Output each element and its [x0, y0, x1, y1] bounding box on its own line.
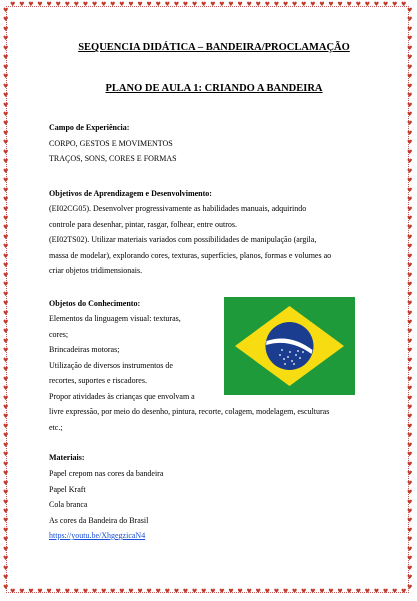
objetivos-line: criar objetos tridimensionais. — [49, 266, 143, 275]
heart-icon: ♥ — [407, 73, 413, 81]
heart-icon: ♥ — [407, 508, 413, 516]
heart-icon: ♥ — [407, 139, 413, 147]
heart-icon: ♥ — [3, 205, 9, 213]
heart-icon: ♥ — [407, 224, 413, 232]
heart-icon: ♥ — [246, 1, 252, 8]
heart-icon: ♥ — [164, 588, 170, 595]
heart-icon: ♥ — [282, 588, 289, 595]
heart-icon: ♥ — [91, 1, 98, 8]
heart-icon: ♥ — [3, 347, 9, 355]
heart-icon: ♥ — [346, 1, 352, 8]
heart-icon: ♥ — [407, 243, 413, 251]
heart-icon: ♥ — [3, 432, 9, 440]
heart-icon: ♥ — [273, 1, 280, 8]
heart-icon: ♥ — [407, 526, 413, 534]
decorative-heart-border-top — [10, 2, 407, 9]
brazil-flag-image — [224, 297, 355, 395]
heart-icon: ♥ — [407, 129, 413, 137]
heart-icon: ♥ — [28, 588, 34, 595]
heart-icon: ♥ — [291, 1, 298, 8]
decorative-heart-border-left — [3, 8, 11, 591]
heart-icon: ♥ — [100, 1, 107, 8]
heart-icon: ♥ — [3, 110, 9, 118]
heart-icon: ♥ — [164, 1, 170, 8]
heart-icon: ♥ — [3, 148, 9, 156]
heart-icon: ♥ — [407, 489, 413, 497]
heart-icon: ♥ — [364, 1, 371, 8]
heart-icon: ♥ — [155, 588, 161, 595]
heart-icon: ♥ — [3, 337, 9, 345]
heart-icon: ♥ — [382, 1, 389, 8]
heart-icon: ♥ — [3, 214, 9, 222]
flag-star — [295, 354, 297, 356]
flag-star — [299, 357, 301, 359]
heart-icon: ♥ — [55, 1, 61, 8]
heart-icon: ♥ — [407, 167, 413, 175]
heart-icon: ♥ — [3, 177, 9, 185]
heart-icon: ♥ — [73, 1, 80, 8]
heart-icon: ♥ — [391, 1, 398, 8]
heart-icon: ♥ — [407, 328, 413, 336]
heart-icon: ♥ — [407, 158, 413, 166]
heart-icon: ♥ — [110, 588, 116, 595]
heart-icon: ♥ — [407, 120, 413, 128]
flag-star — [281, 349, 283, 351]
heart-icon: ♥ — [346, 588, 352, 595]
heart-icon: ♥ — [55, 588, 61, 595]
heart-icon: ♥ — [407, 252, 413, 260]
heart-icon: ♥ — [407, 262, 413, 270]
heart-icon: ♥ — [46, 1, 52, 8]
heart-icon: ♥ — [310, 588, 316, 595]
heart-icon: ♥ — [3, 281, 9, 289]
heart-icon: ♥ — [407, 366, 413, 374]
heart-icon: ♥ — [3, 167, 9, 175]
heart-icon: ♥ — [391, 588, 398, 595]
heart-icon: ♥ — [73, 588, 80, 595]
heart-icon: ♥ — [3, 7, 9, 14]
heart-icon: ♥ — [3, 328, 9, 336]
heart-icon: ♥ — [10, 1, 16, 8]
heart-icon: ♥ — [407, 564, 413, 572]
heart-icon: ♥ — [137, 1, 143, 8]
objetos-line: livre expressão, por meio do desenho, pintura, recorte, colagem, modelagem, esculturas — [49, 407, 330, 416]
heart-icon: ♥ — [3, 82, 9, 90]
heart-icon: ♥ — [3, 508, 9, 516]
heart-icon: ♥ — [407, 54, 413, 62]
heart-icon: ♥ — [407, 356, 413, 364]
heart-icon: ♥ — [37, 1, 43, 8]
heart-icon: ♥ — [407, 432, 413, 440]
heart-icon: ♥ — [219, 588, 225, 595]
materiais-line: Papel Kraft — [49, 485, 86, 494]
heart-icon: ♥ — [19, 588, 25, 595]
heart-icon: ♥ — [3, 139, 9, 147]
document-title: SEQUENCIA DIDÁTICA – BANDEIRA/PROCLAMAÇÃO — [78, 42, 350, 53]
heart-icon: ♥ — [401, 1, 407, 8]
heart-icon: ♥ — [282, 1, 289, 8]
heart-icon: ♥ — [155, 1, 161, 8]
heart-icon: ♥ — [91, 588, 98, 595]
heart-icon: ♥ — [137, 588, 143, 595]
heart-icon: ♥ — [64, 1, 70, 8]
heart-icon: ♥ — [3, 375, 9, 383]
heart-icon: ♥ — [219, 1, 225, 8]
heart-icon: ♥ — [3, 252, 9, 260]
heart-icon: ♥ — [146, 588, 152, 595]
heart-icon: ♥ — [200, 588, 207, 595]
heart-icon: ♥ — [3, 233, 9, 241]
campo-line: CORPO, GESTOS E MOVIMENTOS — [49, 139, 173, 148]
heart-icon: ♥ — [110, 1, 116, 8]
heart-icon: ♥ — [407, 110, 413, 118]
heart-icon: ♥ — [407, 16, 413, 24]
heart-icon: ♥ — [3, 460, 9, 468]
heart-icon: ♥ — [407, 479, 413, 487]
heart-icon: ♥ — [64, 588, 70, 595]
heart-icon: ♥ — [3, 120, 9, 128]
heart-icon: ♥ — [3, 564, 9, 572]
heart-icon: ♥ — [301, 1, 307, 8]
heart-icon: ♥ — [3, 63, 9, 71]
heart-icon: ♥ — [173, 588, 180, 595]
heart-icon: ♥ — [237, 588, 243, 595]
heart-icon: ♥ — [407, 148, 413, 156]
flag-star — [284, 363, 286, 365]
heart-icon: ♥ — [3, 555, 9, 563]
heart-icon: ♥ — [3, 536, 9, 544]
heart-icon: ♥ — [3, 394, 9, 402]
objetivos-line: massa de modelar), explorando cores, texturas, superfícies, planos, formas e volumes ao — [49, 251, 332, 260]
heart-icon: ♥ — [3, 385, 9, 393]
heart-icon: ♥ — [255, 1, 261, 8]
heart-icon: ♥ — [3, 224, 9, 232]
heart-icon: ♥ — [407, 574, 413, 582]
objetos-line: recortes, suportes e riscadores. — [49, 376, 147, 385]
heart-icon: ♥ — [3, 498, 9, 506]
flag-star — [287, 356, 289, 358]
heart-icon: ♥ — [3, 526, 9, 534]
heart-icon: ♥ — [407, 92, 413, 100]
heart-icon: ♥ — [3, 25, 9, 33]
heart-icon: ♥ — [291, 588, 298, 595]
heart-icon: ♥ — [3, 470, 9, 478]
heart-icon: ♥ — [37, 588, 43, 595]
decorative-heart-border-right — [407, 8, 415, 591]
decorative-heart-border-bottom — [10, 589, 407, 596]
heart-icon: ♥ — [19, 1, 25, 8]
heart-icon: ♥ — [407, 214, 413, 222]
flag-star — [291, 360, 293, 362]
heart-icon: ♥ — [407, 375, 413, 383]
heart-icon: ♥ — [3, 186, 9, 194]
heart-icon: ♥ — [128, 588, 134, 595]
heart-icon: ♥ — [3, 92, 9, 100]
heart-icon: ♥ — [3, 517, 9, 525]
heart-icon: ♥ — [407, 290, 413, 298]
heart-icon: ♥ — [407, 498, 413, 506]
heart-icon: ♥ — [3, 129, 9, 137]
heart-icon: ♥ — [407, 101, 413, 109]
heart-icon: ♥ — [246, 588, 252, 595]
heart-icon: ♥ — [3, 574, 9, 582]
heart-icon: ♥ — [3, 290, 9, 298]
heart-icon: ♥ — [255, 588, 261, 595]
heart-icon: ♥ — [407, 404, 413, 412]
heart-icon: ♥ — [3, 318, 9, 326]
objetos-line: Propor atividades às crianças que envolvam a — [49, 392, 195, 401]
heart-icon: ♥ — [10, 588, 16, 595]
heart-icon: ♥ — [46, 588, 52, 595]
objetivos-line: (EI02CG05). Desenvolver progressivamente as habilidades manuais, adquirindo — [49, 204, 307, 213]
campo-heading: Campo de Experiência: — [49, 123, 130, 132]
heart-icon: ♥ — [355, 588, 361, 595]
heart-icon: ♥ — [210, 1, 216, 8]
heart-icon: ♥ — [273, 588, 280, 595]
heart-icon: ♥ — [173, 1, 180, 8]
heart-icon: ♥ — [3, 196, 9, 204]
heart-icon: ♥ — [407, 177, 413, 185]
heart-icon: ♥ — [407, 545, 413, 553]
heart-icon: ♥ — [337, 1, 343, 8]
heart-icon: ♥ — [407, 35, 413, 43]
heart-icon: ♥ — [407, 44, 413, 52]
heart-icon: ♥ — [407, 318, 413, 326]
heart-icon: ♥ — [407, 470, 413, 478]
objetivos-line: controle para desenhar, pintar, rasgar, folhear, entre outros. — [49, 220, 237, 229]
heart-icon: ♥ — [3, 44, 9, 52]
heart-icon: ♥ — [407, 7, 413, 14]
heart-icon: ♥ — [407, 413, 413, 421]
heart-icon: ♥ — [407, 536, 413, 544]
heart-icon: ♥ — [407, 337, 413, 345]
heart-icon: ♥ — [407, 309, 413, 317]
heart-icon: ♥ — [407, 422, 413, 430]
heart-icon: ♥ — [128, 1, 134, 8]
heart-icon: ♥ — [310, 1, 316, 8]
heart-icon: ♥ — [146, 1, 152, 8]
heart-icon: ♥ — [407, 385, 413, 393]
heart-icon: ♥ — [355, 1, 361, 8]
heart-icon: ♥ — [182, 588, 189, 595]
heart-icon: ♥ — [319, 588, 325, 595]
heart-icon: ♥ — [3, 583, 9, 591]
heart-icon: ♥ — [407, 196, 413, 204]
heart-icon: ♥ — [3, 73, 9, 81]
heart-icon: ♥ — [407, 460, 413, 468]
heart-icon: ♥ — [119, 1, 125, 8]
heart-icon: ♥ — [228, 588, 234, 595]
heart-icon: ♥ — [100, 588, 107, 595]
heart-icon: ♥ — [3, 300, 9, 308]
campo-line: TRAÇOS, SONS, CORES E FORMAS — [49, 154, 177, 163]
heart-icon: ♥ — [3, 489, 9, 497]
heart-icon: ♥ — [3, 441, 9, 449]
heart-icon: ♥ — [3, 545, 9, 553]
objetos-line: etc.; — [49, 423, 63, 432]
heart-icon: ♥ — [3, 54, 9, 62]
heart-icon: ♥ — [3, 262, 9, 270]
heart-icon: ♥ — [3, 404, 9, 412]
heart-icon: ♥ — [182, 1, 189, 8]
heart-icon: ♥ — [407, 583, 413, 591]
heart-icon: ♥ — [3, 309, 9, 317]
heart-icon: ♥ — [373, 588, 380, 595]
heart-icon: ♥ — [3, 35, 9, 43]
flag-star — [283, 358, 285, 360]
heart-icon: ♥ — [119, 588, 125, 595]
heart-icon: ♥ — [401, 588, 407, 595]
objetos-line: Brincadeiras motoras; — [49, 345, 120, 354]
flag-star — [293, 363, 295, 365]
heart-icon: ♥ — [3, 158, 9, 166]
objetos-line: cores; — [49, 330, 69, 339]
heart-icon: ♥ — [407, 205, 413, 213]
heart-icon: ♥ — [28, 1, 34, 8]
heart-icon: ♥ — [82, 588, 89, 595]
heart-icon: ♥ — [407, 281, 413, 289]
heart-icon: ♥ — [407, 517, 413, 525]
heart-icon: ♥ — [407, 451, 413, 459]
heart-icon: ♥ — [3, 16, 9, 24]
heart-icon: ♥ — [210, 588, 216, 595]
heart-icon: ♥ — [407, 394, 413, 402]
youtube-link[interactable]: https://youtu.be/XhgegzicaN4 — [49, 531, 146, 540]
heart-icon: ♥ — [3, 101, 9, 109]
heart-icon: ♥ — [237, 1, 243, 8]
heart-icon: ♥ — [200, 1, 207, 8]
heart-icon: ♥ — [373, 1, 380, 8]
materiais-line: Cola branca — [49, 500, 88, 509]
heart-icon: ♥ — [382, 588, 389, 595]
heart-icon: ♥ — [3, 422, 9, 430]
heart-icon: ♥ — [407, 441, 413, 449]
heart-icon: ♥ — [407, 271, 413, 279]
heart-icon: ♥ — [228, 1, 234, 8]
flag-star — [289, 351, 291, 353]
objetos-line: Utilização de diversos instrumentos de — [49, 361, 173, 370]
heart-icon: ♥ — [264, 1, 271, 8]
heart-icon: ♥ — [191, 588, 198, 595]
heart-icon: ♥ — [328, 588, 334, 595]
objetos-line: Elementos da linguagem visual: texturas, — [49, 314, 181, 323]
heart-icon: ♥ — [301, 588, 307, 595]
heart-icon: ♥ — [328, 1, 334, 8]
heart-icon: ♥ — [3, 243, 9, 251]
heart-icon: ♥ — [3, 451, 9, 459]
flag-star — [302, 351, 304, 353]
heart-icon: ♥ — [407, 186, 413, 194]
heart-icon: ♥ — [191, 1, 198, 8]
objetivos-line: (EI02TS02). Utilizar materiais variados com possibilidades de manipulação (argila, — [49, 235, 317, 244]
heart-icon: ♥ — [407, 82, 413, 90]
heart-icon: ♥ — [337, 588, 343, 595]
objetos-heading: Objetos do Conhecimento: — [49, 299, 141, 308]
materiais-line: Papel crepom nas cores da bandeira — [49, 469, 164, 478]
heart-icon: ♥ — [319, 1, 325, 8]
flag-star — [279, 354, 281, 356]
materiais-line: As cores da Bandeira do Brasil — [49, 516, 149, 525]
heart-icon: ♥ — [3, 271, 9, 279]
heart-icon: ♥ — [3, 366, 9, 374]
flag-star — [297, 350, 299, 352]
heart-icon: ♥ — [407, 300, 413, 308]
heart-icon: ♥ — [407, 233, 413, 241]
heart-icon: ♥ — [407, 25, 413, 33]
lesson-plan-title: PLANO DE AULA 1: CRIANDO A BANDEIRA — [105, 83, 323, 94]
materiais-heading: Materiais: — [49, 453, 85, 462]
heart-icon: ♥ — [407, 347, 413, 355]
heart-icon: ♥ — [3, 413, 9, 421]
heart-icon: ♥ — [3, 479, 9, 487]
heart-icon: ♥ — [264, 588, 271, 595]
objetivos-heading: Objetivos de Aprendizagem e Desenvolvimento: — [49, 189, 212, 198]
heart-icon: ♥ — [82, 1, 89, 8]
heart-icon: ♥ — [407, 63, 413, 71]
heart-icon: ♥ — [3, 356, 9, 364]
heart-icon: ♥ — [407, 555, 413, 563]
heart-icon: ♥ — [364, 588, 371, 595]
